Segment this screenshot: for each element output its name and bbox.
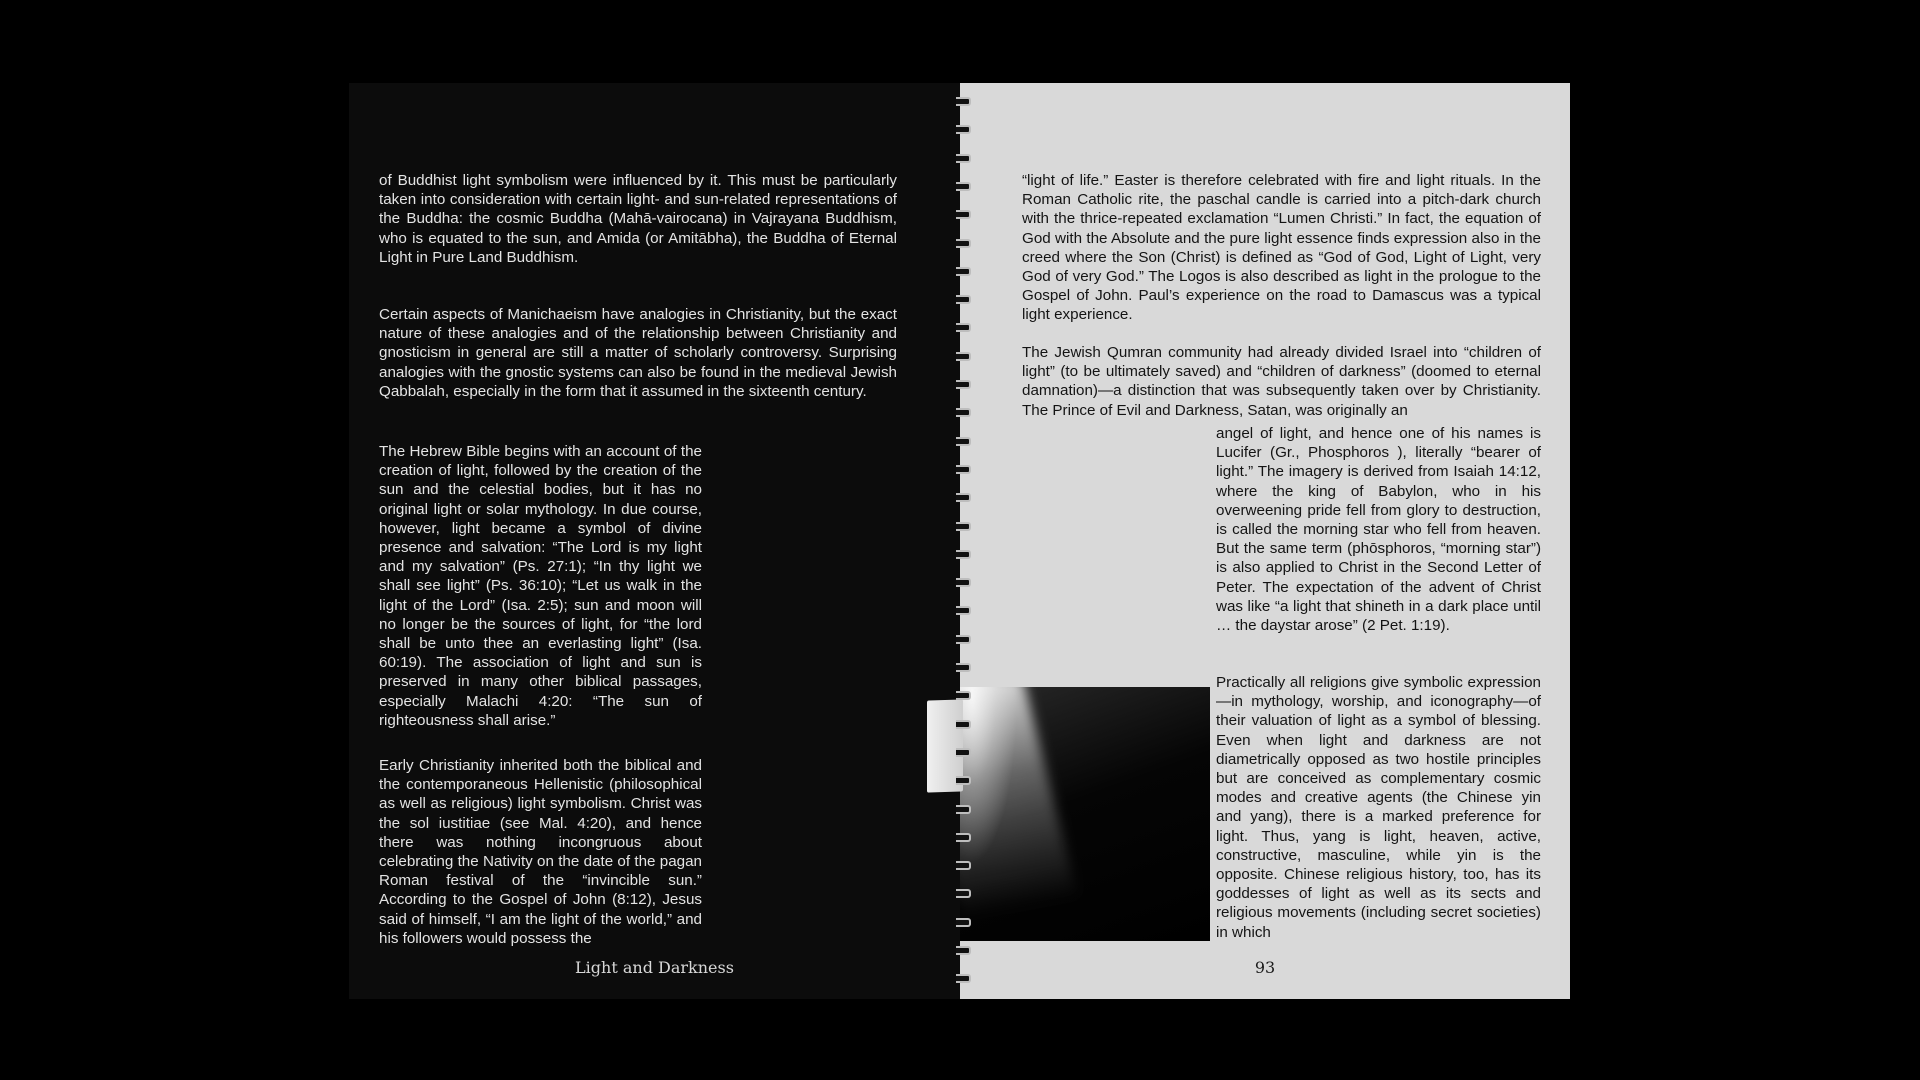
binding-coil (956, 125, 971, 134)
binding-coil (956, 776, 971, 785)
left-paragraph-1: of Buddhist light symbolism were influenced by it. This must be particularly taken into consideration with certain light- and sun-related representations of the Buddha: the cosmic Buddha (Mahā-vairocana) in Vajrayana Buddhism, who is equated to the sun, and Amida (or Amitābha), the Buddha of Eternal Light in Pure Land Buddhism. (379, 172, 897, 266)
binding-coil (956, 720, 971, 729)
binding-coil (956, 522, 971, 531)
left-paragraph-3: The Hebrew Bible begins with an account of the creation of light, followed by the creation of the sun and the celestial bodies, but it has no original light or solar mythology. In due course, however, light became a symbol of divine presence and salvation: “The Lord is my light and my salvation” (Ps. 27:1); “In thy light we shall see light” (Ps. 36:10); “Let us walk in the light of the Lord” (Isa. 2:5); sun and moon will no longer be the sources of light, for “the lord shall be unto thee an everlasting light” (Isa. 60:19). The association of light and sun is preserved in many other biblical passages, especially Malachi 4:20: “The sun of righteousness shall arise.” (379, 443, 702, 729)
left-page (349, 83, 960, 999)
right-page (960, 83, 1570, 999)
binding-coil (956, 408, 971, 417)
binding-coil (956, 748, 971, 757)
binding-coil (956, 380, 971, 389)
page-number: 93 (1254, 958, 1276, 977)
binding-coil (956, 578, 971, 587)
binding-coil (956, 352, 971, 361)
binding-coil (956, 663, 971, 672)
left-paragraph-2: Certain aspects of Manichaeism have analogies in Christianity, but the exact nature of these analogies and of the relationship between Christianity and gnosticism in general are still a matter of scholarly controversy. Surprising analogies with the gnostic systems can also be found in the medieval Jewish Qabbalah, especially in the form that it assumed in the sixteenth century. (379, 306, 897, 400)
running-foot-text: Light and Darkness (575, 958, 734, 977)
binding-coil (956, 210, 971, 219)
binding-coil (956, 154, 971, 163)
binding-coil (956, 635, 971, 644)
binding-coil (956, 974, 971, 983)
binding-coil (956, 606, 971, 615)
binding-coil (956, 493, 971, 502)
right-paragraph-3: angel of light, and hence one of his names is Lucifer (Gr., Phosphoros ), literally “bearer of light.” The imagery is derived from Isaiah 14:12, where the king of Babylon, who in his overweening pride fell from glory to destruction, is called the morning star who fell from heaven. But the same term (phōsphoros, “morning star”) is also applied to Christ in the Second Letter of Peter. The expectation of the advent of Christ was like “a light that shineth in a dark place until … the daystar arose” (2 Pet. 1:19). (1216, 425, 1541, 635)
right-paragraph-1: “light of life.” Easter is therefore celebrated with fire and light rituals. In the Roman Catholic rite, the paschal candle is carried into a pitch-dark church with the thrice-repeated exclamation “Lumen Christi.” In fact, the equation of God with the Absolute and the pure light essence finds expression also in the creed where the Son (Christ) is defined as “God of God, Light of Light, very God of very God.” The Logos is also described as light in the prologue to the Gospel of John. Paul’s experience on the road to Damascus was a typical light experience. (1022, 172, 1541, 324)
running-foot (349, 958, 960, 978)
book-spread (349, 83, 1570, 999)
binding-coil (956, 182, 971, 191)
binding-coil (956, 805, 971, 814)
binding-coil (956, 946, 971, 955)
binding-coil (956, 267, 971, 276)
binding-coil (956, 323, 971, 332)
binding-coil (956, 97, 971, 106)
binding-coil (956, 889, 971, 898)
binding-coil (956, 465, 971, 474)
binding-coil (956, 239, 971, 248)
binding-coil (956, 550, 971, 559)
binding-coil (956, 918, 971, 927)
left-paragraph-4: Early Christianity inherited both the biblical and the contemporaneous Hellenistic (philosophical as well as religious) light symbolism. Christ was the sol iustitiae (see Mal. 4:20), and hence there was nothing incongruous about celebrating the Nativity on the date of the pagan Roman festival of the “invincible sun.” According to the Gospel of John (8:12), Jesus said of himself, “I am the light of the world,” and his followers would possess the (379, 757, 702, 947)
binding-coil (956, 833, 971, 842)
right-paragraph-4: Practically all religions give symbolic expression—in mythology, worship, and iconography—of their valuation of light as a symbol of blessing. Even when light and darkness are not diametrically opposed as two hostile principles but are conceived as complementary cosmic modes and creative agents (the Chinese yin and yang), there is a marked preference for light. Thus, yang is light, heaven, active, constructive, masculine, while yin is the opposite. Chinese religious history, too, has its goddesses of light as well as its sects and religious movements (including secret societies) in which (1216, 674, 1541, 941)
light-beam-image (960, 687, 1210, 941)
binding-coil (956, 691, 971, 700)
binding-coil (956, 437, 971, 446)
binding-coil (956, 861, 971, 870)
light-beam (960, 687, 1097, 941)
binding-coil (956, 295, 971, 304)
right-paragraph-2: The Jewish Qumran community had already divided Israel into “children of light” (to be ultimately saved) and “children of darkness” (doomed to eternal damnation)—a distinction that was subsequently taken over by Christianity. The Prince of Evil and Darkness, Satan, was originally an (1022, 344, 1541, 419)
